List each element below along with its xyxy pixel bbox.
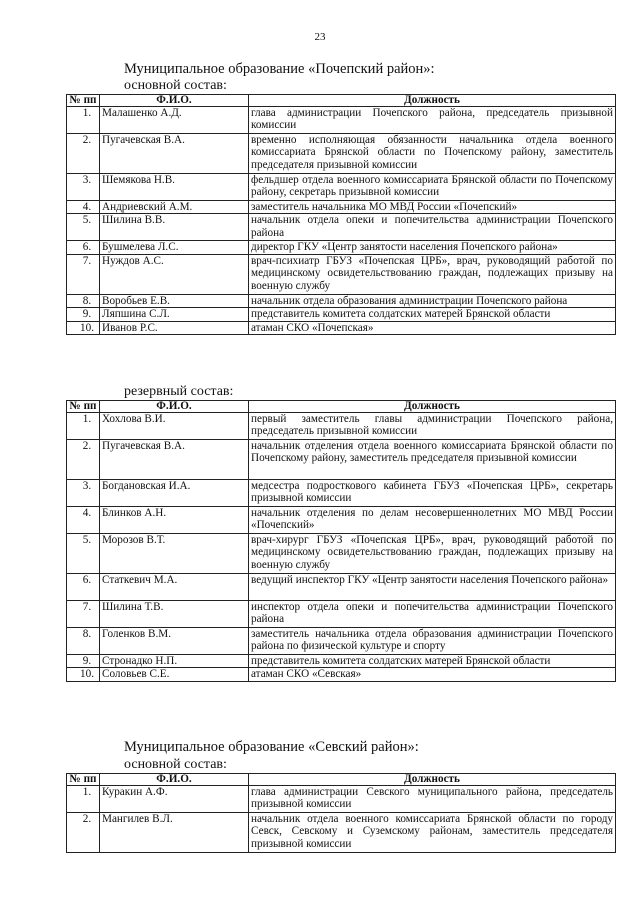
row-name: Ляпшина С.Л. <box>100 308 249 321</box>
row-name: Соловьев С.Е. <box>100 668 249 681</box>
header-name: Ф.И.О. <box>100 774 249 786</box>
table-row <box>67 321 616 334</box>
row-num: 1. <box>67 413 100 440</box>
row-num: 4. <box>67 201 100 214</box>
commission-table-pochep-main <box>66 94 616 335</box>
row-position: начальник отделения по делам несовершеннолетних МО МВД России «Почепский» <box>249 507 616 534</box>
table-row <box>67 668 616 681</box>
header-position: Должность <box>249 774 616 786</box>
row-name: Голенков В.М. <box>100 628 249 655</box>
row-name: Богдановская И.А. <box>100 480 249 507</box>
commission-table-sevsk-main <box>66 773 616 853</box>
row-num: 2. <box>67 134 100 174</box>
row-num: 7. <box>67 254 100 294</box>
header-name: Ф.И.О. <box>100 95 249 107</box>
row-position: фельдшер отдела военного комиссариата Брянской области по Почепскому району, секретарь призывной комиссии <box>249 174 616 201</box>
row-position: инспектор отдела опеки и попечительства администрации Почепского района <box>249 601 616 628</box>
row-name: Пугачевская В.А. <box>100 440 249 480</box>
composition-label-main: основной состав: <box>124 78 227 93</box>
table-row <box>67 534 616 574</box>
table-row <box>67 480 616 507</box>
row-name: Пугачевская В.А. <box>100 134 249 174</box>
row-name: Бушмелева Л.С. <box>100 241 249 254</box>
row-position: врач-хирург ГБУЗ «Почепская ЦРБ», врач, руководящий работой по медицинскому освидетельствованию граждан, подлежащих призыву на военную службу <box>249 534 616 574</box>
row-num: 10. <box>67 668 100 681</box>
row-num: 1. <box>67 107 100 134</box>
table-row <box>67 574 616 601</box>
row-num: 6. <box>67 241 100 254</box>
row-name: Статкевич М.А. <box>100 574 249 601</box>
header-num: № пп <box>67 401 100 413</box>
table-row <box>67 440 616 480</box>
row-position: атаман СКО «Почепская» <box>249 321 616 334</box>
row-num: 3. <box>67 174 100 201</box>
table-row <box>67 214 616 241</box>
row-name: Хохлова В.И. <box>100 413 249 440</box>
row-position: начальник отдела военного комиссариата Брянской области по городу Севск, Севскому и Суземскому районам, заместитель председателя призывной комиссии <box>249 813 616 853</box>
table-row <box>67 507 616 534</box>
row-position: врач-психиатр ГБУЗ «Почепская ЦРБ», врач, руководящий работой по медицинскому освидетельствованию граждан, подлежащих призыву на военную службу <box>249 254 616 294</box>
row-name: Воробьев Е.В. <box>100 294 249 307</box>
row-num: 9. <box>67 655 100 668</box>
row-num: 5. <box>67 214 100 241</box>
row-num: 8. <box>67 628 100 655</box>
row-num: 8. <box>67 294 100 307</box>
table-row <box>67 413 616 440</box>
row-position: глава администрации Севского муниципального района, председатель призывной комиссии <box>249 786 616 813</box>
row-name: Шилина В.В. <box>100 214 249 241</box>
header-num: № пп <box>67 774 100 786</box>
row-position: директор ГКУ «Центр занятости населения Почепского района» <box>249 241 616 254</box>
row-num: 5. <box>67 534 100 574</box>
row-name: Блинков А.Н. <box>100 507 249 534</box>
row-position: представитель комитета солдатских матерей Брянской области <box>249 308 616 321</box>
header-position: Должность <box>249 95 616 107</box>
row-num: 3. <box>67 480 100 507</box>
row-position: глава администрации Почепского района, председатель призывной комиссии <box>249 107 616 134</box>
table-row <box>67 174 616 201</box>
row-num: 10. <box>67 321 100 334</box>
table-row <box>67 628 616 655</box>
row-position: заместитель начальника отдела образования администрации Почепского района по физической культуре и спорту <box>249 628 616 655</box>
row-num: 2. <box>67 813 100 853</box>
composition-label-reserve: резервный состав: <box>124 384 234 399</box>
row-num: 7. <box>67 601 100 628</box>
header-position: Должность <box>249 401 616 413</box>
table-row <box>67 813 616 853</box>
row-position: атаман СКО «Севская» <box>249 668 616 681</box>
section-title-pochep: Муниципальное образование «Почепский район»: <box>124 61 435 77</box>
row-name: Андриевский А.М. <box>100 201 249 214</box>
row-position: медсестра подросткового кабинета ГБУЗ «Почепская ЦРБ», секретарь призывной комиссии <box>249 480 616 507</box>
row-name: Шилина Т.В. <box>100 601 249 628</box>
row-position: начальник отдела образования администрации Почепского района <box>249 294 616 307</box>
row-position: первый заместитель главы администрации Почепского района, председатель призывной комиссии <box>249 413 616 440</box>
row-name: Нуждов А.С. <box>100 254 249 294</box>
section-title-sevsk: Муниципальное образование «Севский район»: <box>124 739 419 755</box>
commission-table-pochep-reserve <box>66 400 616 682</box>
row-num: 6. <box>67 574 100 601</box>
table-row <box>67 601 616 628</box>
page-number: 23 <box>314 31 326 43</box>
row-num: 9. <box>67 308 100 321</box>
row-name: Стронадко Н.П. <box>100 655 249 668</box>
header-name: Ф.И.О. <box>100 401 249 413</box>
row-name: Иванов Р.С. <box>100 321 249 334</box>
row-name: Мангилев В.Л. <box>100 813 249 853</box>
composition-label-sevsk: основной состав: <box>124 757 227 772</box>
table-row <box>67 254 616 294</box>
table-row <box>67 201 616 214</box>
row-num: 1. <box>67 786 100 813</box>
row-name: Морозов В.Т. <box>100 534 249 574</box>
table-row <box>67 786 616 813</box>
row-position: ведущий инспектор ГКУ «Центр занятости населения Почепского района» <box>249 574 616 601</box>
row-position: начальник отдела опеки и попечительства администрации Почепского района <box>249 214 616 241</box>
row-position: представитель комитета солдатских матерей Брянской области <box>249 655 616 668</box>
row-position: временно исполняющая обязанности начальника отдела военного комиссариата Брянской области по Почепскому району, заместитель председателя призывной комиссии <box>249 134 616 174</box>
row-num: 2. <box>67 440 100 480</box>
row-name: Малашенко А.Д. <box>100 107 249 134</box>
table-row <box>67 308 616 321</box>
row-position: начальник отделения отдела военного комиссариата Брянской области по Почепскому району, заместитель председателя призывной комиссии <box>249 440 616 480</box>
table-row <box>67 134 616 174</box>
row-position: заместитель начальника МО МВД России «Почепский» <box>249 201 616 214</box>
row-name: Куракин А.Ф. <box>100 786 249 813</box>
table-row <box>67 655 616 668</box>
table-row <box>67 241 616 254</box>
table-row <box>67 107 616 134</box>
table-row <box>67 294 616 307</box>
row-num: 4. <box>67 507 100 534</box>
header-num: № пп <box>67 95 100 107</box>
row-name: Шемякова Н.В. <box>100 174 249 201</box>
